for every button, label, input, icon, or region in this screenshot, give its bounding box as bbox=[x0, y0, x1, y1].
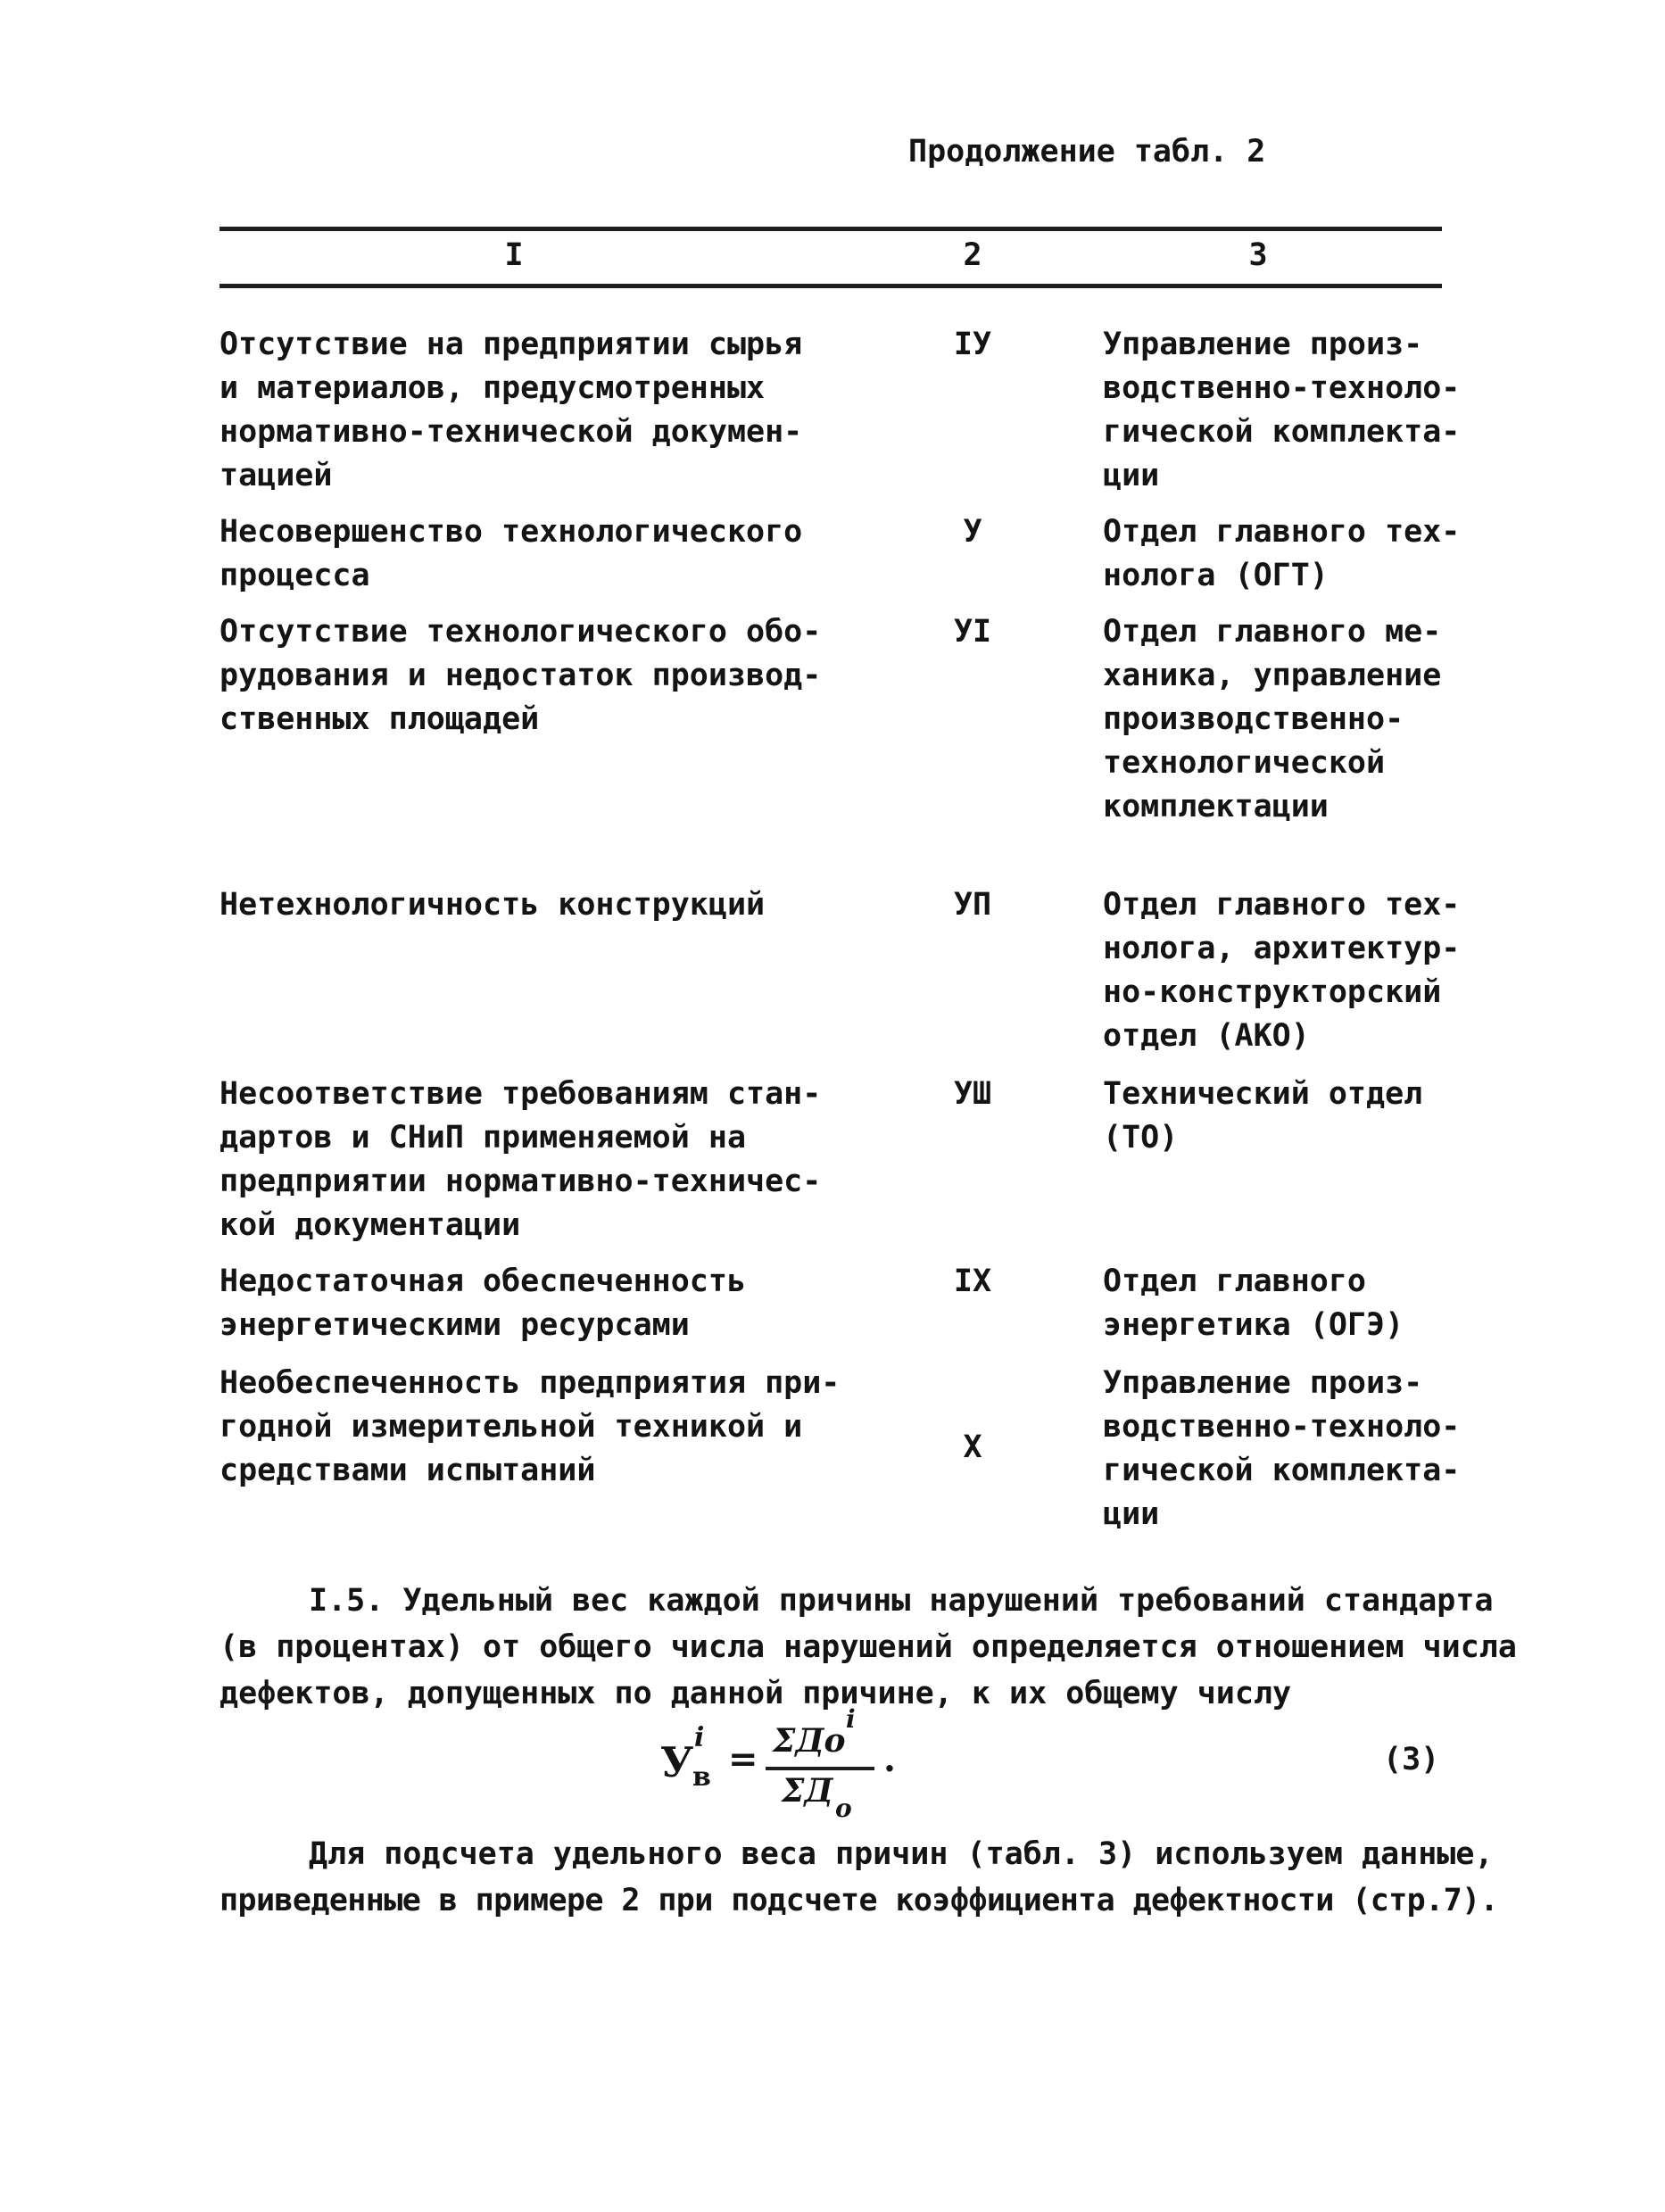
department-line: Управление произ- bbox=[1103, 1365, 1423, 1401]
table-top-rule bbox=[220, 227, 1442, 231]
cause-line: средствами испытаний bbox=[220, 1453, 596, 1488]
department-line: энергетика (ОГЭ) bbox=[1103, 1307, 1404, 1343]
department-line: Отдел главного ме- bbox=[1103, 614, 1442, 650]
department-line: производственно- bbox=[1103, 701, 1404, 737]
cause-line: Отсутствие технологического обо- bbox=[220, 614, 822, 650]
cause-line: кой документации bbox=[220, 1207, 521, 1243]
formula-lhs: У bbox=[660, 1738, 694, 1786]
table-row-7-code: X bbox=[963, 1429, 982, 1465]
table-row-4-cause bbox=[220, 883, 826, 927]
table-row-1-department bbox=[1103, 323, 1460, 498]
table-row-6-cause bbox=[220, 1260, 826, 1347]
department-line: ции bbox=[1103, 1496, 1160, 1532]
department-line: Управление произ- bbox=[1103, 327, 1423, 362]
cause-line: Несоответствие требованиям стан- bbox=[220, 1076, 822, 1112]
paragraph-line: дефектов, допущенных по данной причине, к их общему числу bbox=[220, 1676, 1292, 1711]
table-row-6-code: IX bbox=[953, 1263, 992, 1299]
department-line: Отдел главного тех- bbox=[1103, 887, 1461, 923]
table-row-4-department bbox=[1103, 883, 1460, 1058]
department-line: технологической bbox=[1103, 745, 1386, 781]
cause-line: Нетехнологичность конструкций bbox=[220, 887, 766, 923]
department-line: ции bbox=[1103, 458, 1160, 493]
table-row-3-cause bbox=[220, 610, 826, 741]
cause-line: энергетическими ресурсами bbox=[220, 1307, 690, 1343]
header-bottom-rule bbox=[220, 284, 1442, 288]
table-row-2-department bbox=[1103, 510, 1460, 598]
fraction-bar bbox=[766, 1767, 874, 1770]
formula-denominator: ΣД bbox=[782, 1772, 833, 1810]
paragraph-line: приведенные в примере 2 при подсчете коэффициента дефектности (стр.7). bbox=[220, 1883, 1499, 1918]
paragraph-line: I.5. Удельный вес каждой причины нарушений требований стандарта bbox=[309, 1583, 1494, 1619]
formula-equals: = bbox=[728, 1738, 758, 1780]
department-line: гической комплекта- bbox=[1103, 414, 1461, 450]
table-row-5-cause bbox=[220, 1073, 826, 1247]
department-line: (ТО) bbox=[1103, 1120, 1179, 1156]
department-line: водственно-техноло- bbox=[1103, 1409, 1461, 1445]
cause-line: процесса bbox=[220, 558, 370, 593]
formula-period: . bbox=[883, 1738, 896, 1780]
cause-line: Недостаточная обеспеченность bbox=[220, 1263, 747, 1299]
department-line: водственно-техноло- bbox=[1103, 370, 1461, 406]
table-row-2-code: У bbox=[963, 514, 982, 550]
department-line: комплектации bbox=[1103, 789, 1329, 824]
formula-lhs-superscript: i bbox=[694, 1722, 705, 1753]
cause-line: предприятии нормативно-техничес- bbox=[220, 1164, 822, 1199]
table-row-7-department bbox=[1103, 1362, 1460, 1537]
equation-number: (3) bbox=[1383, 1742, 1440, 1777]
cause-line: годной измерительной техникой и bbox=[220, 1409, 803, 1445]
table-row-3-department bbox=[1103, 610, 1460, 829]
formula-denominator-subscript: о bbox=[835, 1794, 852, 1823]
cause-line: Несовершенство технологического bbox=[220, 514, 803, 550]
department-line: нолога, архитектур- bbox=[1103, 931, 1461, 966]
cause-line: нормативно-технической докумен- bbox=[220, 414, 803, 450]
cause-line: тацией bbox=[220, 458, 333, 493]
header-col-2: 2 bbox=[963, 237, 982, 273]
formula-lhs-subscript: в bbox=[692, 1761, 711, 1793]
department-line: гической комплекта- bbox=[1103, 1453, 1461, 1488]
department-line: отдел (АКО) bbox=[1103, 1018, 1310, 1054]
department-line: но-конструкторский bbox=[1103, 974, 1442, 1010]
cause-line: ственных площадей bbox=[220, 701, 540, 737]
department-line: Отдел главного bbox=[1103, 1263, 1367, 1299]
cause-line: и материалов, предусмотренных bbox=[220, 370, 766, 406]
table-row-3-code: УI bbox=[953, 614, 992, 650]
formula-3 bbox=[660, 1704, 928, 1829]
department-line: нолога (ОГТ) bbox=[1103, 558, 1329, 593]
table-row-1-cause bbox=[220, 323, 826, 498]
paragraph-line: (в процентах) от общего числа нарушений определяется отношением числа bbox=[220, 1629, 1517, 1665]
paragraph-line: Для подсчета удельного веса причин (табл. 3) используем данные, bbox=[309, 1836, 1494, 1872]
paragraph-1 bbox=[220, 1578, 1517, 1717]
header-col-1: I bbox=[504, 237, 524, 273]
paragraph-2 bbox=[220, 1831, 1499, 1924]
table-row-5-code: УШ bbox=[953, 1076, 992, 1112]
cause-line: дартов и СНиП применяемой на bbox=[220, 1120, 747, 1156]
department-line: Отдел главного тех- bbox=[1103, 514, 1461, 550]
department-line: ханика, управление bbox=[1103, 658, 1442, 693]
cause-line: Отсутствие на предприятии сырья bbox=[220, 327, 803, 362]
cause-line: Необеспеченность предприятия при- bbox=[220, 1365, 841, 1401]
formula-numerator: ΣДо bbox=[773, 1722, 846, 1760]
header-col-3: 3 bbox=[1248, 237, 1268, 273]
table-row-1-code: IУ bbox=[953, 327, 992, 362]
table-row-7-cause bbox=[220, 1362, 841, 1493]
formula-numerator-superscript: i bbox=[846, 1704, 856, 1734]
table-row-2-cause bbox=[220, 510, 826, 598]
table-row-5-department bbox=[1103, 1073, 1460, 1160]
cause-line: рудования и недостаток производ- bbox=[220, 658, 822, 693]
department-line: Технический отдел bbox=[1103, 1076, 1423, 1112]
table-caption: Продолжение табл. 2 bbox=[908, 134, 1266, 170]
table-row-6-department bbox=[1103, 1260, 1460, 1347]
table-row-4-code: УП bbox=[953, 887, 992, 923]
